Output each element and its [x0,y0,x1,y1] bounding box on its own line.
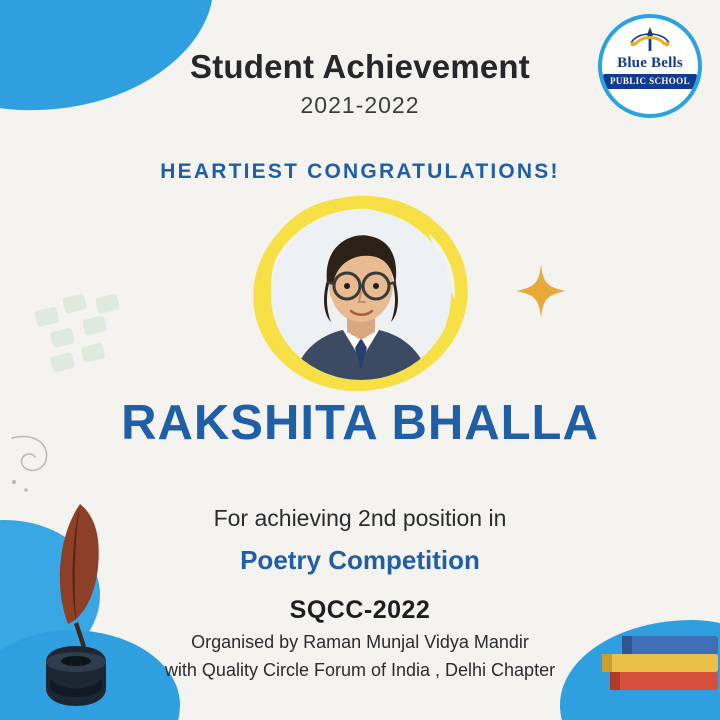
achievement-line: For achieving 2nd position in [213,505,507,531]
avatar [271,210,451,380]
organiser-line-2: with Quality Circle Forum of India , Delhi Chapter [164,660,556,680]
sparkle-star-icon [512,262,570,320]
student-portrait-illustration [271,210,451,380]
stacked-books-icon [588,614,718,706]
school-logo-subtitle: PUBLIC SCHOOL [603,74,697,89]
student-photo-frame [253,196,468,391]
session-years: 2021-2022 [300,92,420,118]
organiser-line-1: Organised by Raman Munjal Vidya Mandir [191,632,529,652]
congratulations-text: HEARTIEST CONGRATULATIONS! [160,160,560,183]
page-title: Student Achievement [190,48,530,85]
squares-pattern-decoration [33,277,171,393]
quill-and-inkpot-icon [28,496,148,711]
event-code: SQCC-2022 [289,596,431,624]
event-name: Poetry Competition [240,545,480,575]
student-name: RAKSHITA BHALLA [121,396,599,450]
school-logo-name: Blue Bells [617,55,683,71]
